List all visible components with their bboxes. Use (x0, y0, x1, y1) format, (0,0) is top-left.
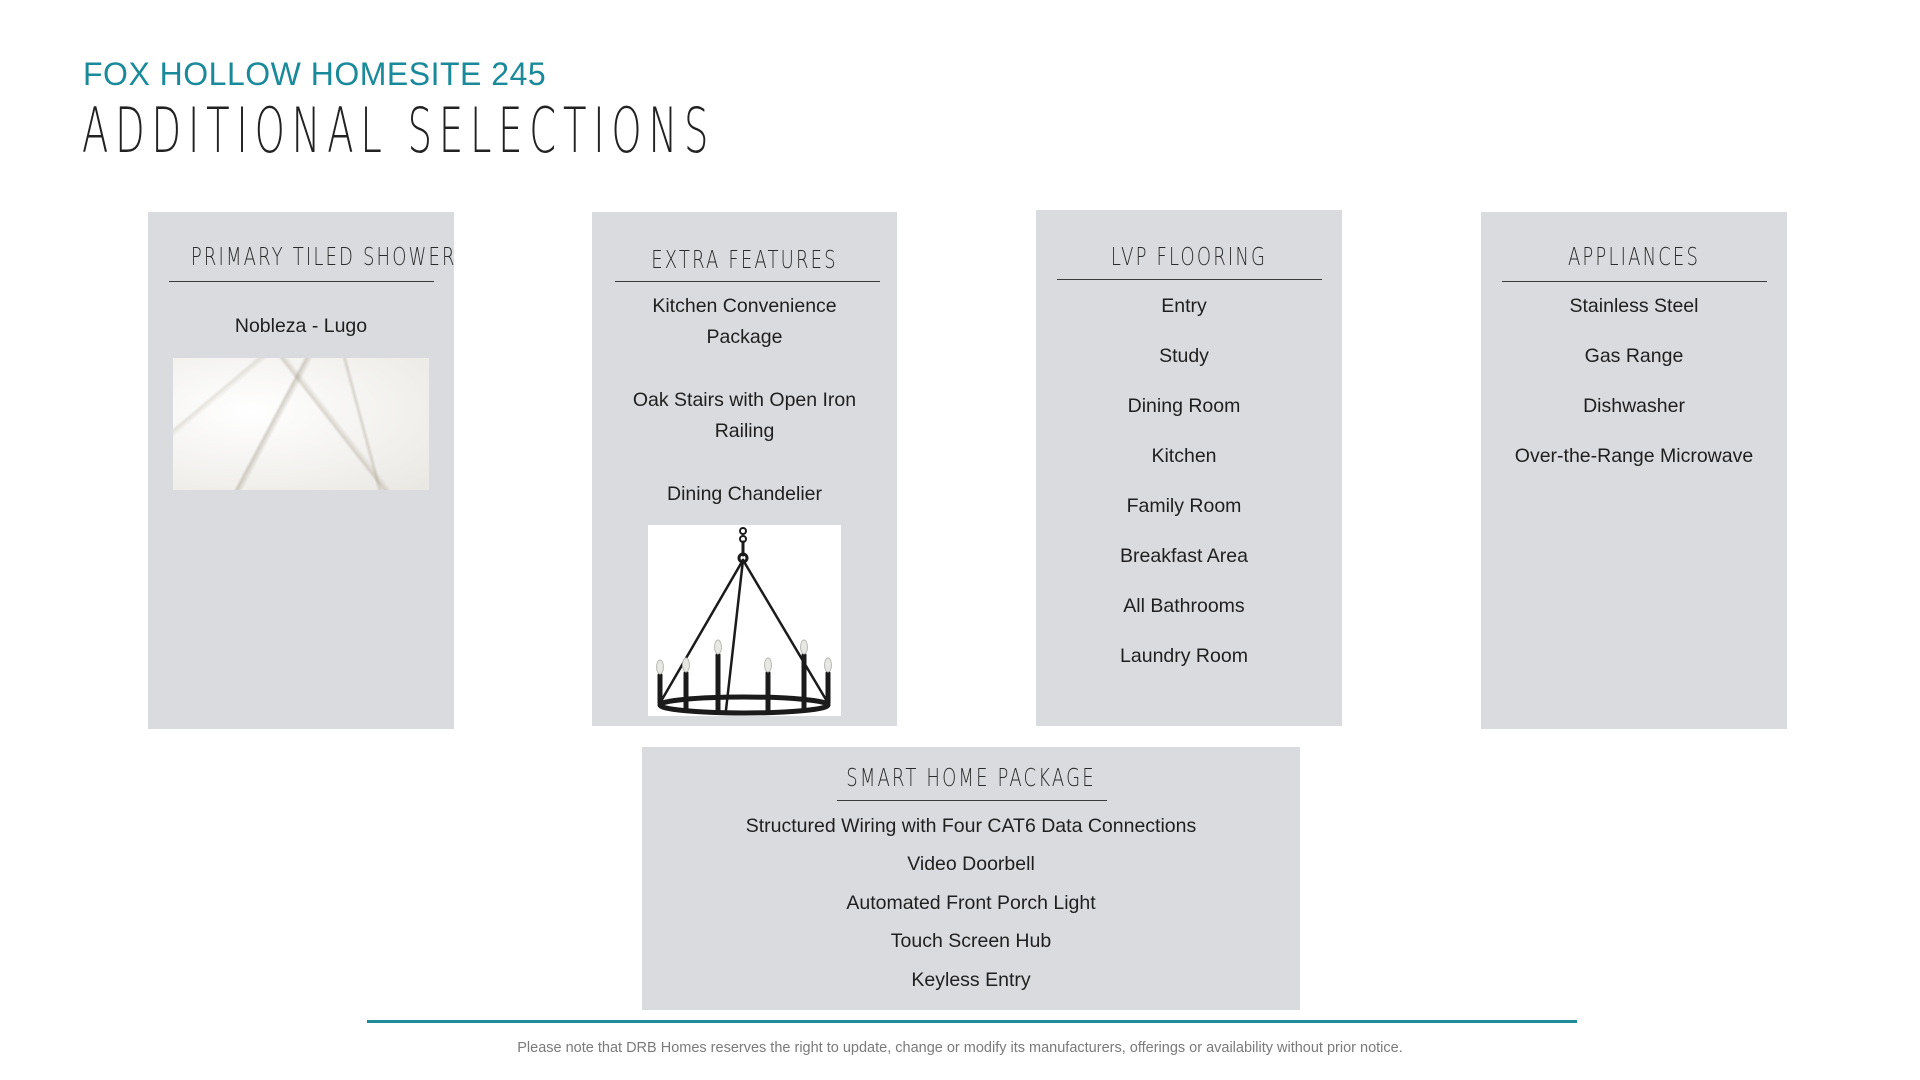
list-item: Entry (1161, 295, 1207, 317)
list-item: Keyless Entry (911, 969, 1031, 991)
list-item: Laundry Room (1120, 645, 1248, 667)
heading-divider (169, 281, 434, 282)
list-item: Package (706, 326, 783, 348)
list-item: Breakfast Area (1120, 545, 1248, 567)
shower-tile-name: Nobleza - Lugo (234, 315, 368, 337)
card-extra-features (592, 212, 897, 726)
homesite-subtitle: FOX HOLLOW HOMESITE 245 (83, 56, 547, 92)
chandelier-image (648, 525, 841, 716)
list-item: Dishwasher (1583, 395, 1685, 417)
list-item: Automated Front Porch Light (846, 892, 1096, 914)
list-item: Railing (714, 420, 775, 442)
page-title: ADDITIONAL SELECTIONS (82, 94, 716, 167)
card-heading: PRIMARY TILED SHOWER (190, 242, 457, 271)
card-primary-tiled-shower (148, 212, 457, 729)
list-item: All Bathrooms (1123, 595, 1245, 617)
list-item: Oak Stairs with Open Iron (632, 389, 857, 411)
list-item: Kitchen Convenience (652, 295, 837, 317)
list-item: Over-the-Range Microwave (1514, 445, 1754, 467)
card-heading: EXTRA FEATURES (651, 245, 838, 274)
heading-divider (837, 800, 1107, 801)
card-smart-home-package (642, 747, 1300, 1010)
list-item: Family Room (1126, 495, 1242, 517)
list-item: Study (1159, 345, 1209, 367)
list-item: Kitchen (1151, 445, 1217, 467)
card-heading: LVP FLOORING (1110, 242, 1268, 271)
footer-divider (367, 1020, 1577, 1023)
card-appliances (1481, 212, 1787, 729)
card-lvp-flooring (1036, 210, 1342, 726)
list-item: Stainless Steel (1569, 295, 1699, 317)
heading-divider (1502, 281, 1767, 282)
list-item: Video Doorbell (907, 853, 1035, 875)
list-item: Dining Room (1127, 395, 1241, 417)
list-item: Gas Range (1584, 345, 1684, 367)
list-item: Dining Chandelier (666, 483, 822, 505)
list-item: Structured Wiring with Four CAT6 Data Connections (745, 815, 1197, 837)
marble-tile-swatch-image (173, 358, 429, 490)
card-heading: APPLIANCES (1567, 242, 1701, 271)
heading-divider (615, 281, 880, 282)
card-heading: SMART HOME PACKAGE (846, 763, 1096, 792)
footer-disclaimer: Please note that DRB Homes reserves the right to update, change or modify its manufacturers, offerings or availability without prior notice. (517, 1040, 1403, 1056)
chandelier-icon (648, 525, 841, 716)
list-item: Touch Screen Hub (890, 930, 1052, 952)
heading-divider (1057, 279, 1322, 280)
